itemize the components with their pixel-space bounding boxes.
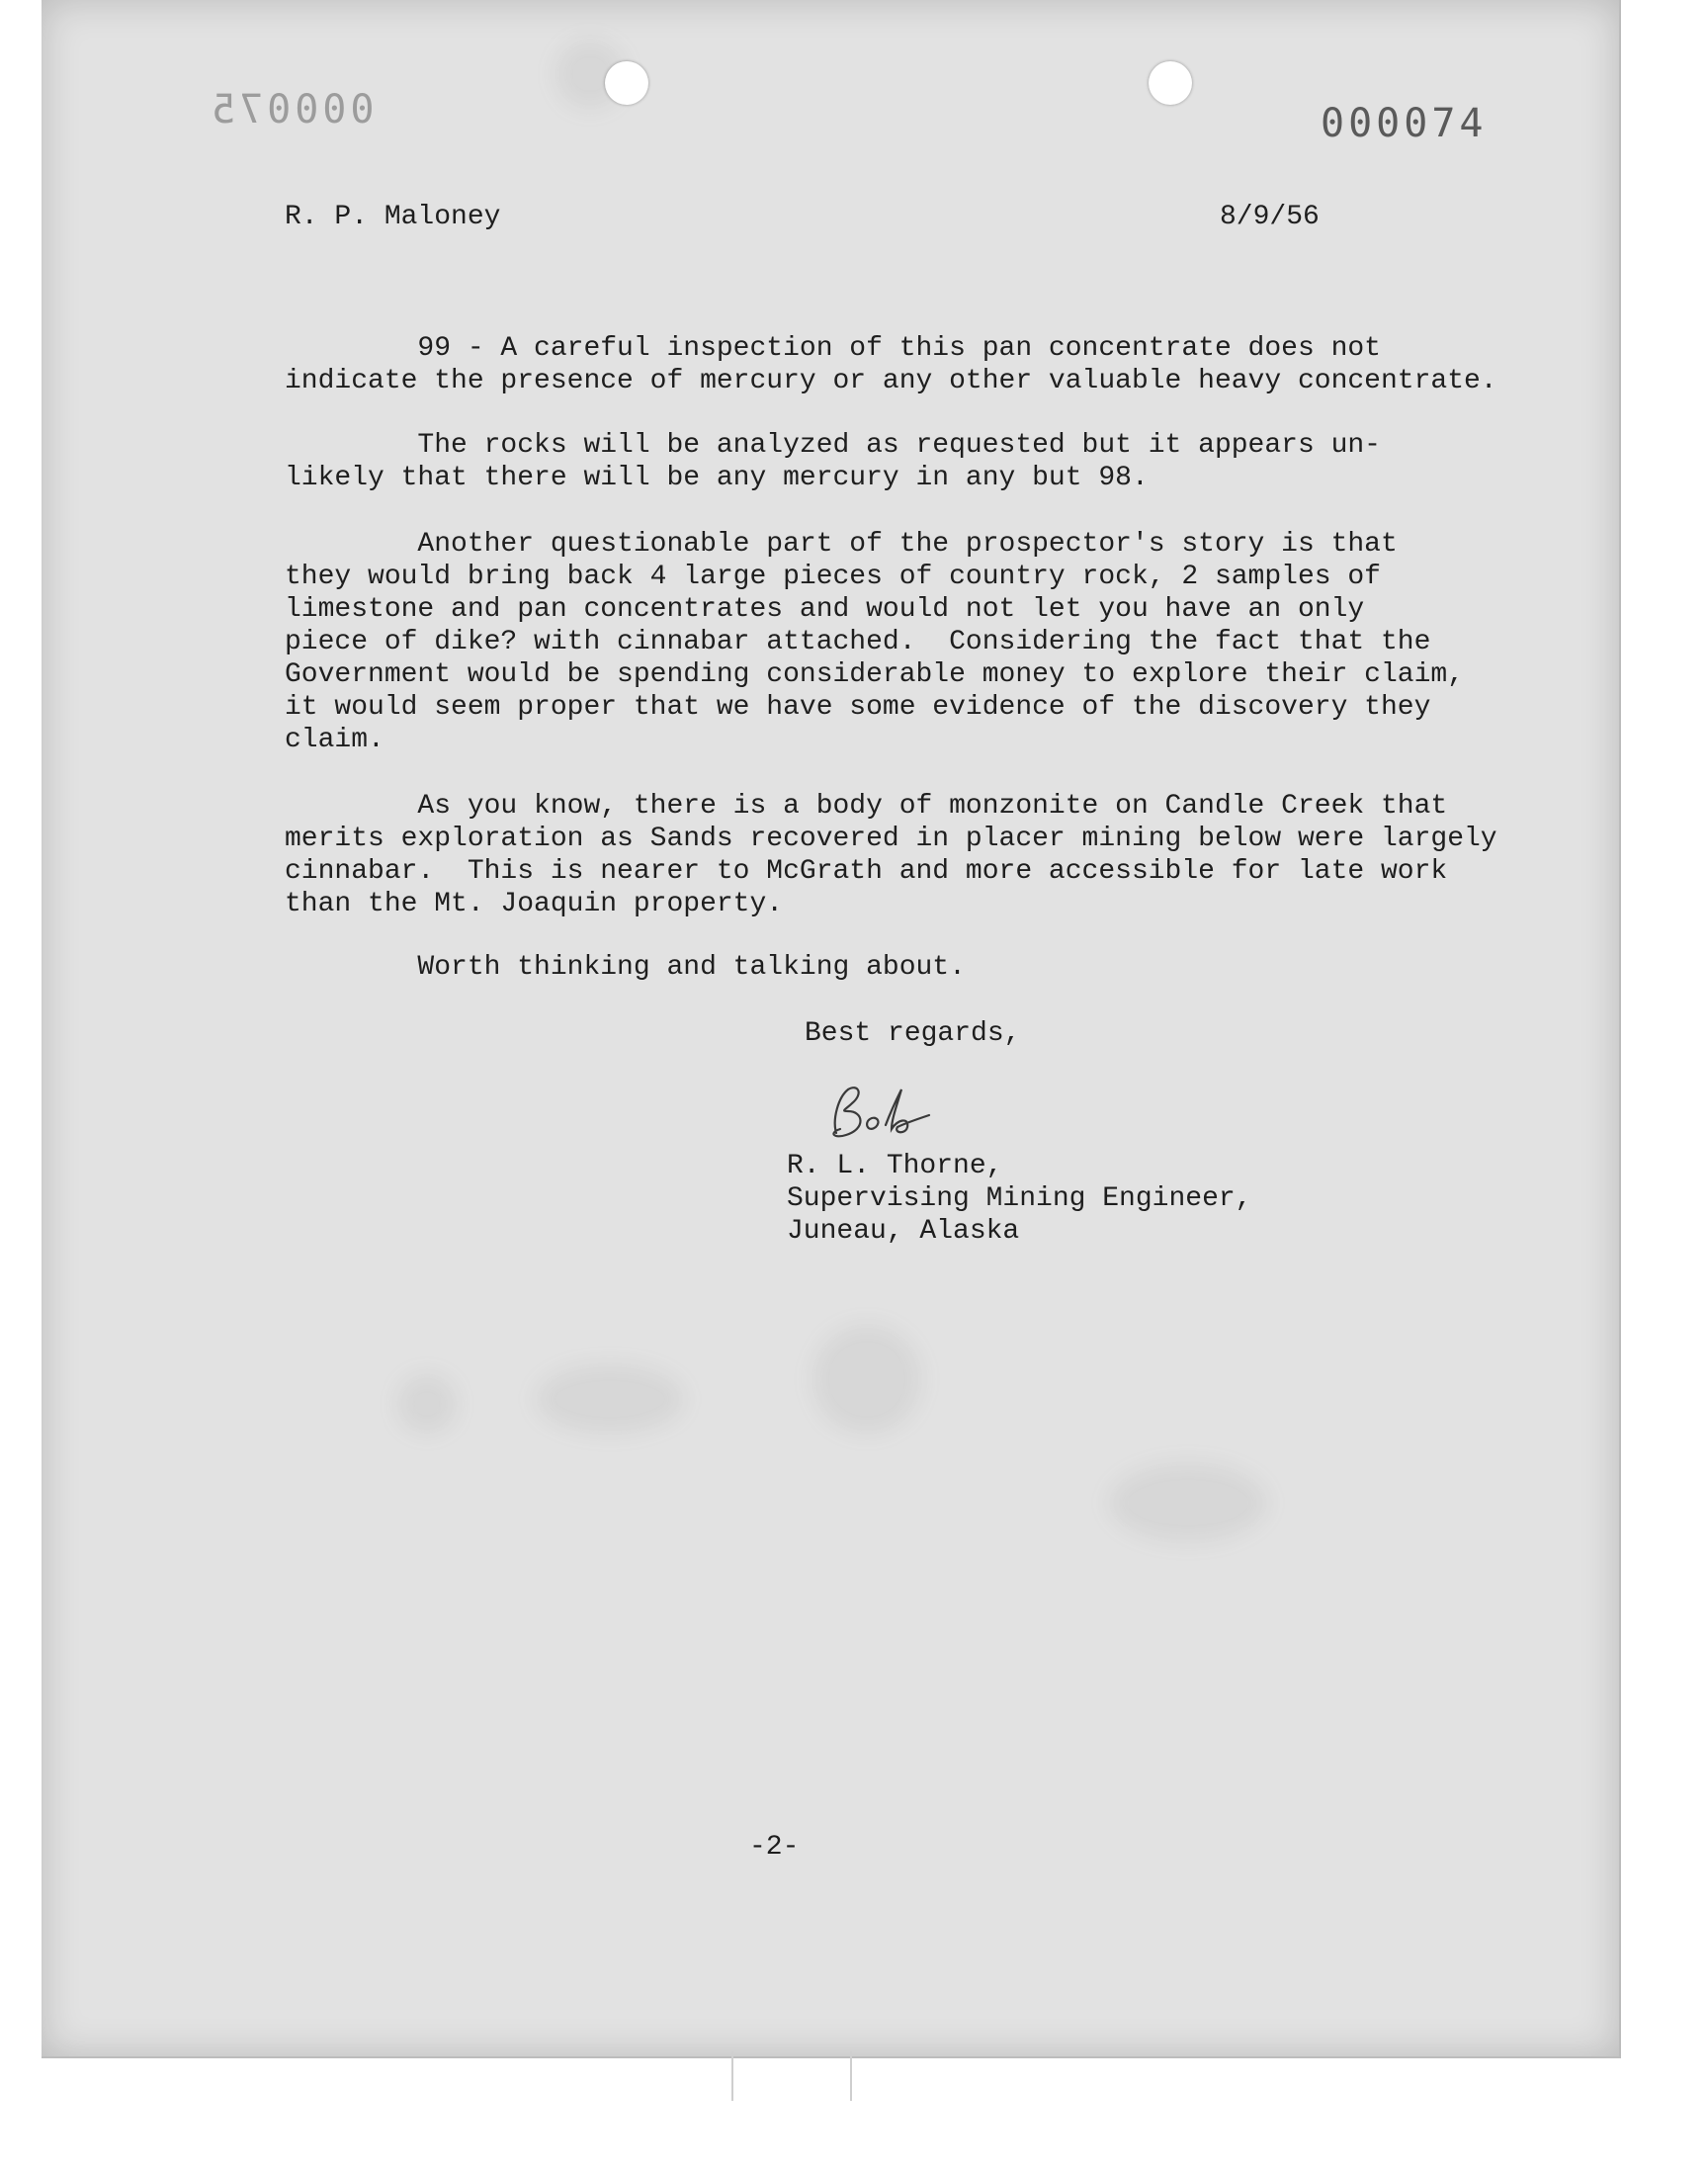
punch-hole-left [605,61,648,105]
paragraph-candle-creek [285,790,1497,920]
paragraph-line: Another questionable part of the prospector's story is that [285,529,1398,560]
paragraph-line: Government would be spending considerable money to explore their claim, [285,659,1464,690]
paragraph-rock-analysis [285,429,1381,494]
paragraph-line: they would bring back 4 large pieces of country rock, 2 samples of [285,562,1381,592]
punch-hole-right [1149,61,1192,105]
scan-line [850,2051,852,2101]
bates-stamp: 000074 [1321,101,1488,146]
handwritten-signature [818,1080,937,1145]
paragraph-line: indicate the presence of mercury or any other valuable heavy concentrate. [285,366,1497,396]
paragraph-line: piece of dike? with cinnabar attached. Considering the fact that the [285,627,1431,657]
paragraph-line: claim. [285,725,384,755]
signer-title: Supervising Mining Engineer, [787,1183,1252,1214]
paragraph-line: than the Mt. Joaquin property. [285,889,784,919]
scan-line [731,2051,733,2101]
smudge [812,1325,921,1434]
signer-location: Juneau, Alaska [787,1216,1020,1247]
paragraph-line: Worth thinking and talking about. [285,952,966,983]
closing-salutation: Best regards, [805,1018,1021,1049]
paragraph-line: cinnabar. This is nearer to McGrath and more accessible for late work [285,856,1448,887]
paragraph-worth-thinking [285,951,966,984]
paragraph-line: likely that there will be any mercury in any but 98. [285,463,1149,493]
smudge [397,1374,457,1434]
paragraph-line: merits exploration as Sands recovered in placer mining below were largely [285,824,1497,854]
paragraph-line: limestone and pan concentrates and would not let you have an only [285,594,1365,625]
paragraph-mercury-inspection [285,332,1497,397]
mirrored-bates-stamp: 000075 [208,87,375,132]
page-number: -2- [749,1832,800,1863]
letter-date: 8/9/56 [1220,202,1320,232]
paragraph-line: The rocks will be analyzed as requested but it appears un- [285,430,1381,461]
paragraph-line: 99 - A careful inspection of this pan concentrate does not [285,333,1381,364]
recipient-name: R. P. Maloney [285,202,501,232]
smudge [1109,1463,1267,1542]
paragraph-line: As you know, there is a body of monzonite on Candle Creek that [285,791,1448,822]
smudge [536,1364,684,1434]
paragraph-line: it would seem proper that we have some evidence of the discovery they [285,692,1431,723]
signer-name: R. L. Thorne, [787,1151,1003,1181]
paragraph-prospector-story [285,528,1464,756]
